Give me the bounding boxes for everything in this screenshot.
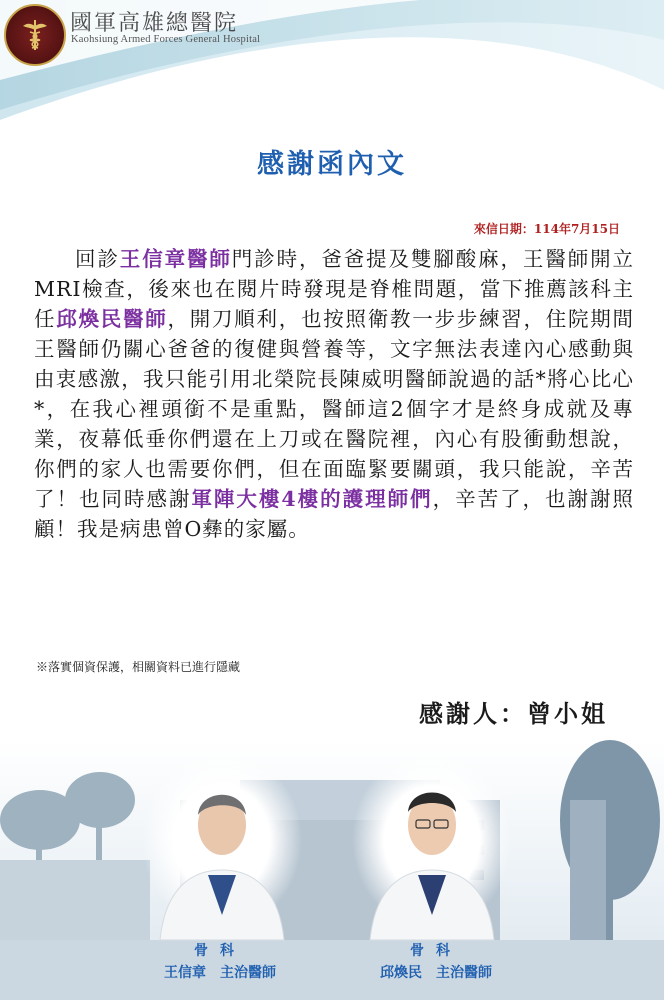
- hospital-name-chinese: 國軍高雄總醫院: [70, 11, 239, 36]
- hospital-logo: [4, 4, 66, 66]
- privacy-note: ※落實個資保護，相關資料已進行隱藏: [36, 660, 241, 674]
- doctor-highlight: 王信章醫師: [119, 247, 232, 271]
- hospital-scene-illustration: [0, 740, 664, 1000]
- body-text-segment: 回診: [75, 247, 120, 271]
- ward-highlight: 軍陣大樓4樓的護理師們: [191, 487, 433, 511]
- body-text-segment: ，開刀順利，也按照衛教一步步練習，住院期間王醫師仍關心爸爸的復健與營養等，文字無法表達內心感動與由衷感激，我只能引用北榮院長陳威明醫師說過的話*將心比心*，在我心裡頭銜不是重點，醫師這2個字才是終身成就及專業，夜幕低垂你們還在上刀或在醫院裡，內心有股衝動想說，你們的家人也需要你們，但在面臨緊要關頭，我只能說，辛苦了！也同時感謝: [34, 307, 634, 511]
- doctor-name-title: 邱煥民 主治醫師: [380, 965, 492, 981]
- body-text-segment: 門診時，爸爸提及雙腳酸麻，王醫師開立MRI檢查，後來也在閱片時發現是脊椎問題，當下推薦該科主任: [34, 247, 635, 331]
- doctor-caption-1: [130, 940, 310, 984]
- letter-title: 感謝函內文: [257, 149, 407, 180]
- signer-line: 感謝人：曾小姐: [419, 699, 608, 728]
- doctor-highlight: 邱煥民醫師: [56, 307, 168, 331]
- doctor-department: 骨科: [410, 943, 462, 959]
- doctor-caption-2: [336, 940, 536, 984]
- doctor-name-title: 王信章 主治醫師: [164, 965, 276, 981]
- caduceus-icon: [20, 18, 50, 52]
- letter-body: [34, 244, 634, 544]
- body-text-segment: ，辛苦了，也謝謝照顧！我是病患曾O彝的家屬。: [34, 487, 635, 541]
- doctor-department: 骨科: [194, 943, 246, 959]
- hospital-name-english: Kaohsiung Armed Forces General Hospital: [71, 34, 261, 45]
- letter-date: 來信日期：114年7月15日: [473, 222, 620, 236]
